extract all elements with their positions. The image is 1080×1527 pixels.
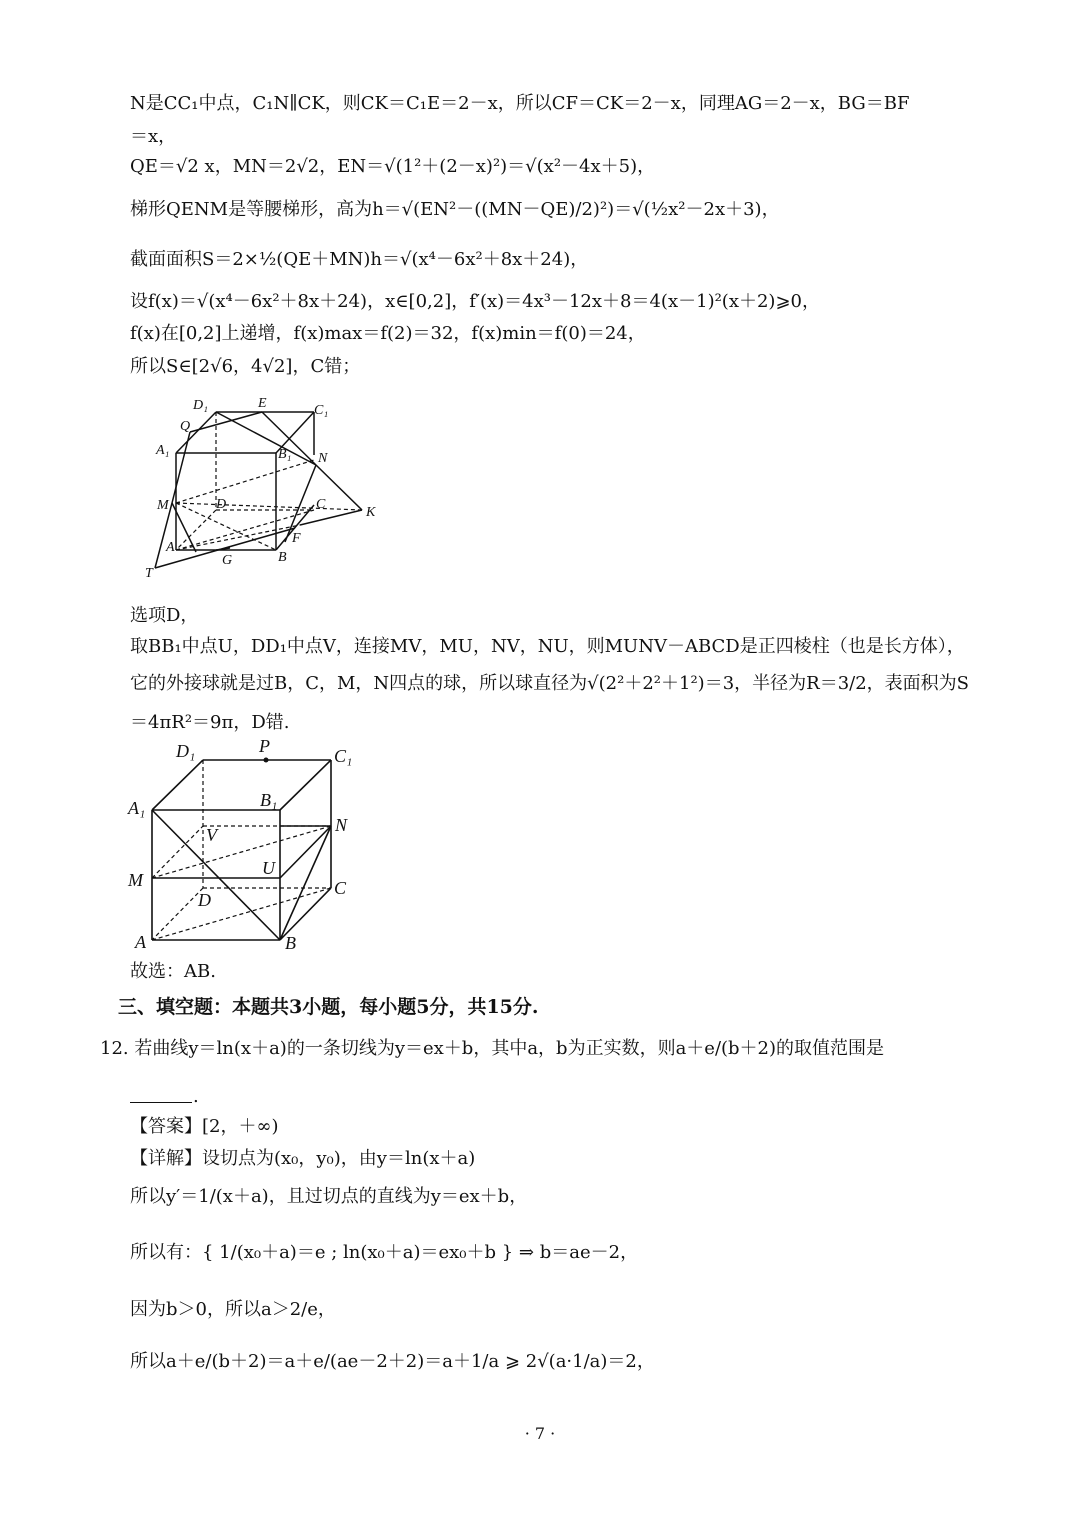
conclusion-line: 故选：AB. [130, 961, 216, 982]
blank-end-punct: . [193, 1086, 199, 1107]
option-d-line-3: 它的外接球就是过B，C，M，N四点的球，所以球直径为√(2²＋2²＋1²)＝3，半径为R＝3/2，表面积为S [130, 673, 970, 694]
detail-line-5: 所以a＋e/(b＋2)＝a＋e/(ae－2＋2)＝a＋1/a ⩾ 2√(a·1/a)＝2， [130, 1351, 655, 1372]
figure-2-prism [120, 735, 370, 955]
fig1-label-E: E [258, 396, 267, 411]
detail-line-2: 所以y′＝1/(x＋a)，且过切点的直线为y＝ex＋b， [130, 1186, 528, 1207]
solution-line-3: QE＝√2 x，MN＝2√2，EN＝√(1²＋(2－x)²)＝√(x²－4x＋5)， [130, 156, 656, 177]
option-d-line-2: 取BB₁中点U，DD₁中点V，连接MV，MU，NV，NU，则MUNV－ABCD是正四棱柱（也是长方体）， [130, 636, 965, 657]
section-heading: 三、填空题：本题共3小题，每小题5分，共15分. [118, 996, 539, 1018]
solution-line-5: 截面面积S＝2×½(QE＋MN)h＝√(x⁴－6x²＋8x＋24)， [130, 249, 589, 270]
answer-blank [130, 1102, 192, 1103]
answer-line: 【答案】[2，＋∞) [130, 1116, 279, 1137]
page-number: · 7 · [524, 1424, 556, 1443]
fig1-label-C: C [316, 497, 326, 512]
fig2-label-B1: B₁ [260, 790, 278, 810]
detail-line-1: 【详解】设切点为(x₀，y₀)，由y＝ln(x＋a) [130, 1148, 476, 1169]
question-number: 12. [100, 1038, 129, 1059]
option-d-line-1: 选项D， [130, 605, 199, 626]
fig1-label-D: D [216, 497, 227, 512]
detail-line-4: 因为b＞0，所以a＞2/e， [130, 1299, 336, 1320]
fig1-label-C1: C₁ [314, 403, 329, 418]
fig2-label-A1: A₁ [128, 798, 146, 818]
fig1-label-M: M [157, 498, 169, 513]
fig1-label-F: F [292, 531, 301, 546]
fig1-label-B1: B₁ [278, 447, 292, 462]
fig2-label-M: M [128, 870, 143, 890]
solution-line-8: 所以S∈[2√6，4√2]，C错； [130, 356, 361, 377]
solution-line-1: N是CC₁中点，C₁N∥CK，则CK＝C₁E＝2－x，所以CF＝CK＝2－x，同理AG＝2－x，BG＝BF [130, 93, 910, 114]
solution-line-4: 梯形QENM是等腰梯形，高为h＝√(EN²－((MN－QE)/2)²)＝√(½x²－2x＋3)， [130, 199, 780, 220]
option-d-line-4: ＝4πR²＝9π，D错. [130, 712, 290, 733]
fig1-label-A1: A₁ [156, 443, 170, 458]
fig2-label-U: U [262, 858, 275, 878]
fig2-label-D1: D₁ [176, 741, 196, 761]
solution-line-7: f(x)在[0,2]上递增，f(x)max＝f(2)＝32，f(x)min＝f(0)＝24， [130, 323, 646, 344]
fig2-label-C: C [334, 878, 347, 898]
fig1-label-K: K [366, 505, 376, 520]
fig1-label-N: N [318, 451, 328, 466]
fig1-label-Q: Q [180, 419, 191, 434]
fig1-label-D1: D₁ [193, 398, 208, 413]
fig1-label-G: G [222, 553, 233, 568]
fig1-label-A: A [166, 540, 175, 555]
detail-line-3: 所以有：{ 1/(x₀＋a)＝e ; ln(x₀＋a)＝ex₀＋b } ⇒ b＝ae－2， [130, 1242, 639, 1263]
fig2-label-P: P [259, 736, 270, 756]
fig2-label-V: V [206, 825, 217, 845]
question-12 [100, 1034, 884, 1060]
fig2-label-B: B [285, 933, 296, 953]
solution-line-2: ＝x， [130, 126, 177, 147]
fig2-label-A: A [135, 932, 146, 952]
fig2-label-C1: C₁ [334, 746, 353, 766]
question-text: 若曲线y＝ln(x＋a)的一条切线为y＝ex＋b，其中a，b为正实数，则a＋e/(b＋2)的取值范围是 [134, 1038, 885, 1059]
figure-1-cube-section [140, 395, 400, 590]
solution-line-6: 设f(x)＝√(x⁴－6x²＋8x＋24)，x∈[0,2]，f′(x)＝4x³－12x＋8＝4(x－1)²(x＋2)⩾0， [130, 291, 820, 312]
fig1-label-T: T [145, 566, 153, 581]
fig1-label-B: B [278, 550, 287, 565]
fig2-label-D: D [198, 890, 211, 910]
fig2-label-N: N [335, 815, 348, 835]
